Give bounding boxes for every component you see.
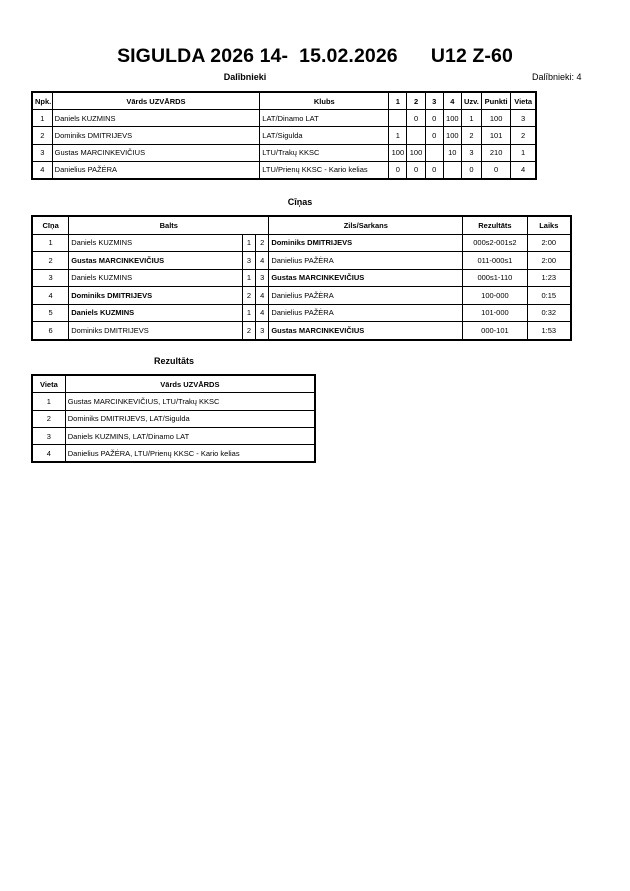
bout-blue-name-cell: Dominiks DMITRIJEVS xyxy=(269,234,463,252)
col-result-name: Vārds UZVĀRDS xyxy=(65,375,315,393)
bout-number-cell: 4 xyxy=(32,287,69,305)
bout-white-number-cell: 1 xyxy=(242,234,255,252)
participant-points-cell: 210 xyxy=(482,144,511,161)
page-title: SIGULDA 2026 14- 15.02.2026 U12 Z-60 xyxy=(117,45,513,67)
participant-r2-cell: 0 xyxy=(407,110,425,127)
participant-npk-cell: 1 xyxy=(32,110,52,127)
col-blue: Zils/Sarkans xyxy=(269,216,463,234)
bout-row xyxy=(32,304,571,322)
bout-white-number-cell: 2 xyxy=(242,287,255,305)
bout-result-cell: 000-101 xyxy=(463,322,527,340)
bout-blue-name-cell: Danielius PAŽĖRA xyxy=(269,252,463,270)
participant-row xyxy=(32,144,536,161)
bout-white-name-cell: Daniels KUZMINS xyxy=(69,234,243,252)
bout-row xyxy=(32,269,571,287)
bouts-heading: Cīņas xyxy=(287,197,313,207)
bout-row xyxy=(32,252,571,270)
col-time: Laiks xyxy=(527,216,571,234)
result-place-cell: 2 xyxy=(32,410,65,427)
result-row xyxy=(32,427,315,444)
col-r3: 3 xyxy=(425,92,443,110)
bout-time-cell: 0:32 xyxy=(527,304,571,322)
bout-blue-name-cell: Danielius PAŽĖRA xyxy=(269,287,463,305)
participant-r2-cell xyxy=(407,127,425,144)
participant-place-cell: 3 xyxy=(511,110,536,127)
participant-row xyxy=(32,161,536,179)
bout-number-cell: 1 xyxy=(32,234,69,252)
participant-npk-cell: 4 xyxy=(32,161,52,179)
participant-name-cell: Gustas MARCINKEVIČIUS xyxy=(52,144,260,161)
bout-blue-number-cell: 2 xyxy=(256,234,269,252)
bout-time-cell: 2:00 xyxy=(527,234,571,252)
col-place: Vieta xyxy=(511,92,536,110)
result-entry-cell: Danielius PAŽĖRA, LTU/Prienų KKSC - Kario kelias xyxy=(65,445,315,463)
participant-points-cell: 101 xyxy=(482,127,511,144)
participant-r2-cell: 100 xyxy=(407,144,425,161)
results-heading: Rezultāts xyxy=(153,356,194,366)
bout-row xyxy=(32,287,571,305)
participant-r1-cell xyxy=(389,110,407,127)
bout-blue-number-cell: 4 xyxy=(256,252,269,270)
participant-count: Dalībnieki: 4 xyxy=(532,72,582,82)
bout-blue-number-cell: 3 xyxy=(256,269,269,287)
participant-place-cell: 2 xyxy=(511,127,536,144)
col-r4: 4 xyxy=(443,92,461,110)
col-result: Rezultāts xyxy=(463,216,527,234)
participant-club-cell: LTU/Trakų KKSC xyxy=(260,144,389,161)
participant-wins-cell: 1 xyxy=(461,110,481,127)
participant-r3-cell xyxy=(425,144,443,161)
bout-white-name-cell: Dominiks DMITRIJEVS xyxy=(69,322,243,340)
col-club: Klubs xyxy=(260,92,389,110)
results-header-row xyxy=(32,375,315,393)
participants-header-row xyxy=(32,92,536,110)
result-row xyxy=(32,445,315,463)
participant-name-cell: Dominiks DMITRIJEVS xyxy=(52,127,260,144)
bouts-table xyxy=(31,215,572,341)
participant-wins-cell: 3 xyxy=(461,144,481,161)
bout-time-cell: 1:53 xyxy=(527,322,571,340)
bout-time-cell: 2:00 xyxy=(527,252,571,270)
col-white: Balts xyxy=(69,216,269,234)
bout-result-cell: 100-000 xyxy=(463,287,527,305)
participant-r4-cell xyxy=(443,161,461,179)
bout-result-cell: 101-000 xyxy=(463,304,527,322)
participant-wins-cell: 0 xyxy=(461,161,481,179)
bout-number-cell: 3 xyxy=(32,269,69,287)
col-points: Punkti xyxy=(482,92,511,110)
result-place-cell: 4 xyxy=(32,445,65,463)
bout-white-number-cell: 2 xyxy=(242,322,255,340)
participant-npk-cell: 3 xyxy=(32,144,52,161)
bout-white-name-cell: Daniels KUZMINS xyxy=(69,269,243,287)
participant-r4-cell: 100 xyxy=(443,127,461,144)
participant-wins-cell: 2 xyxy=(461,127,481,144)
participant-club-cell: LTU/Prienų KKSC - Kario kelias xyxy=(260,161,389,179)
bout-white-name-cell: Dominiks DMITRIJEVS xyxy=(69,287,243,305)
bout-row xyxy=(32,322,571,340)
bout-number-cell: 2 xyxy=(32,252,69,270)
participant-r1-cell: 100 xyxy=(389,144,407,161)
participant-name-cell: Daniels KUZMINS xyxy=(52,110,260,127)
participant-r1-cell: 1 xyxy=(389,127,407,144)
participant-r1-cell: 0 xyxy=(389,161,407,179)
bout-blue-name-cell: Gustas MARCINKEVIČIUS xyxy=(269,269,463,287)
result-row xyxy=(32,393,315,410)
bout-blue-name-cell: Danielius PAŽĖRA xyxy=(269,304,463,322)
result-row xyxy=(32,410,315,427)
bout-result-cell: 011-000s1 xyxy=(463,252,527,270)
participants-table xyxy=(31,91,537,180)
bout-blue-number-cell: 4 xyxy=(256,304,269,322)
bouts-header-row xyxy=(32,216,571,234)
col-result-place: Vieta xyxy=(32,375,65,393)
bout-white-number-cell: 3 xyxy=(242,252,255,270)
bout-white-name-cell: Gustas MARCINKEVIČIUS xyxy=(69,252,243,270)
result-place-cell: 3 xyxy=(32,427,65,444)
result-entry-cell: Dominiks DMITRIJEVS, LAT/Sigulda xyxy=(65,410,315,427)
participant-points-cell: 0 xyxy=(482,161,511,179)
participant-npk-cell: 2 xyxy=(32,127,52,144)
result-place-cell: 1 xyxy=(32,393,65,410)
bout-blue-number-cell: 3 xyxy=(256,322,269,340)
col-npk: Npk. xyxy=(32,92,52,110)
participant-r3-cell: 0 xyxy=(425,161,443,179)
result-entry-cell: Gustas MARCINKEVIČIUS, LTU/Trakų KKSC xyxy=(65,393,315,410)
bout-time-cell: 1:23 xyxy=(527,269,571,287)
bout-time-cell: 0:15 xyxy=(527,287,571,305)
col-r2: 2 xyxy=(407,92,425,110)
bout-result-cell: 000s2-001s2 xyxy=(463,234,527,252)
bout-row xyxy=(32,234,571,252)
participant-club-cell: LAT/Dinamo LAT xyxy=(260,110,389,127)
bout-number-cell: 6 xyxy=(32,322,69,340)
col-r1: 1 xyxy=(389,92,407,110)
col-name: Vārds UZVĀRDS xyxy=(52,92,260,110)
col-wins: Uzv. xyxy=(461,92,481,110)
participant-name-cell: Danielius PAŽĖRA xyxy=(52,161,260,179)
result-entry-cell: Daniels KUZMINS, LAT/Dinamo LAT xyxy=(65,427,315,444)
participants-heading: Dalībnieki xyxy=(223,72,267,82)
bout-white-name-cell: Daniels KUZMINS xyxy=(69,304,243,322)
participant-points-cell: 100 xyxy=(482,110,511,127)
bout-white-number-cell: 1 xyxy=(242,269,255,287)
participant-r4-cell: 10 xyxy=(443,144,461,161)
participant-r2-cell: 0 xyxy=(407,161,425,179)
participant-place-cell: 1 xyxy=(511,144,536,161)
participant-row xyxy=(32,127,536,144)
bout-blue-number-cell: 4 xyxy=(256,287,269,305)
participant-club-cell: LAT/Sigulda xyxy=(260,127,389,144)
participant-row xyxy=(32,110,536,127)
bout-blue-name-cell: Gustas MARCINKEVIČIUS xyxy=(269,322,463,340)
results-table xyxy=(31,374,316,463)
participant-r3-cell: 0 xyxy=(425,127,443,144)
bout-number-cell: 5 xyxy=(32,304,69,322)
bout-result-cell: 000s1-110 xyxy=(463,269,527,287)
col-bout-no: Cīņa xyxy=(32,216,69,234)
participant-place-cell: 4 xyxy=(511,161,536,179)
participant-r4-cell: 100 xyxy=(443,110,461,127)
participant-r3-cell: 0 xyxy=(425,110,443,127)
bout-white-number-cell: 1 xyxy=(242,304,255,322)
